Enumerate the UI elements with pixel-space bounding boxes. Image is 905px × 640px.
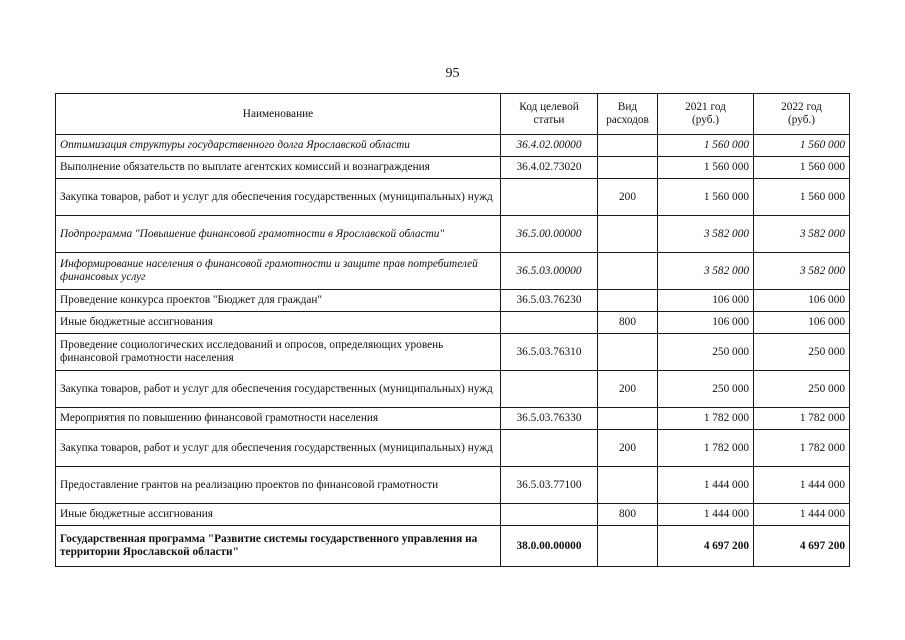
table-row	[56, 526, 850, 567]
row-code: 36.5.03.76230	[501, 290, 598, 312]
row-name: Закупка товаров, работ и услуг для обеспечения государственных (муниципальных) нужд	[56, 371, 501, 408]
row-vid	[598, 467, 658, 504]
row-name: Закупка товаров, работ и услуг для обеспечения государственных (муниципальных) нужд	[56, 430, 501, 467]
table-row	[56, 216, 850, 253]
row-vid	[598, 253, 658, 290]
table-row	[56, 430, 850, 467]
row-2021: 1 782 000	[658, 430, 754, 467]
row-2022: 250 000	[754, 371, 850, 408]
row-name: Государственная программа "Развитие системы государственного управления на территории Ярославской области"	[56, 526, 501, 567]
table-row	[56, 408, 850, 430]
row-vid	[598, 216, 658, 253]
row-code: 36.5.03.77100	[501, 467, 598, 504]
row-2021: 4 697 200	[658, 526, 754, 567]
row-vid: 200	[598, 179, 658, 216]
budget-table	[55, 93, 850, 567]
row-name: Мероприятия по повышению финансовой грамотности населения	[56, 408, 501, 430]
header-name: Наименование	[56, 94, 501, 135]
row-2021: 1 782 000	[658, 408, 754, 430]
row-2022: 4 697 200	[754, 526, 850, 567]
row-2021: 3 582 000	[658, 253, 754, 290]
row-2022: 1 444 000	[754, 504, 850, 526]
row-code: 36.5.03.00000	[501, 253, 598, 290]
row-2022: 1 560 000	[754, 135, 850, 157]
row-2022: 3 582 000	[754, 253, 850, 290]
row-code	[501, 179, 598, 216]
row-vid	[598, 290, 658, 312]
row-vid: 200	[598, 371, 658, 408]
row-2022: 1 560 000	[754, 179, 850, 216]
row-2022: 1 560 000	[754, 157, 850, 179]
header-2022: 2022 год (руб.)	[754, 94, 850, 135]
row-name: Иные бюджетные ассигнования	[56, 312, 501, 334]
row-code: 36.5.00.00000	[501, 216, 598, 253]
table-row	[56, 157, 850, 179]
row-vid: 800	[598, 504, 658, 526]
row-name: Выполнение обязательств по выплате агентских комиссий и вознаграждения	[56, 157, 501, 179]
table-row	[56, 179, 850, 216]
row-name: Иные бюджетные ассигнования	[56, 504, 501, 526]
row-vid	[598, 135, 658, 157]
row-name: Подпрограмма "Повышение финансовой грамотности в Ярославской области"	[56, 216, 501, 253]
row-vid: 200	[598, 430, 658, 467]
row-code	[501, 504, 598, 526]
table-row	[56, 504, 850, 526]
row-2021: 3 582 000	[658, 216, 754, 253]
row-code	[501, 312, 598, 334]
table-row	[56, 290, 850, 312]
row-code: 38.0.00.00000	[501, 526, 598, 567]
table-header-row	[56, 94, 850, 135]
row-2021: 1 560 000	[658, 179, 754, 216]
table-row	[56, 334, 850, 371]
row-code	[501, 371, 598, 408]
row-name: Информирование населения о финансовой грамотности и защите прав потребителей финансовых услуг	[56, 253, 501, 290]
row-2022: 1 782 000	[754, 408, 850, 430]
row-2022: 1 444 000	[754, 467, 850, 504]
row-vid	[598, 408, 658, 430]
header-vid: Вид расходов	[598, 94, 658, 135]
row-code: 36.5.03.76310	[501, 334, 598, 371]
table-row	[56, 312, 850, 334]
row-name: Проведение конкурса проектов "Бюджет для граждан"	[56, 290, 501, 312]
header-2021: 2021 год (руб.)	[658, 94, 754, 135]
row-2021: 250 000	[658, 371, 754, 408]
row-2021: 1 560 000	[658, 157, 754, 179]
row-2022: 106 000	[754, 312, 850, 334]
row-code	[501, 430, 598, 467]
row-2022: 3 582 000	[754, 216, 850, 253]
row-vid: 800	[598, 312, 658, 334]
row-2021: 106 000	[658, 312, 754, 334]
row-2021: 106 000	[658, 290, 754, 312]
row-2022: 1 782 000	[754, 430, 850, 467]
table-row	[56, 135, 850, 157]
row-2021: 250 000	[658, 334, 754, 371]
row-name: Проведение социологических исследований и опросов, определяющих уровень финансовой грамотности населения	[56, 334, 501, 371]
row-2022: 250 000	[754, 334, 850, 371]
page-number: 95	[445, 66, 460, 81]
row-code: 36.4.02.00000	[501, 135, 598, 157]
row-2022: 106 000	[754, 290, 850, 312]
row-name: Закупка товаров, работ и услуг для обеспечения государственных (муниципальных) нужд	[56, 179, 501, 216]
row-name: Предоставление грантов на реализацию проектов по финансовой грамотности	[56, 467, 501, 504]
header-code: Код целевой статьи	[501, 94, 598, 135]
table-row	[56, 467, 850, 504]
row-2021: 1 444 000	[658, 467, 754, 504]
table-row	[56, 253, 850, 290]
row-2021: 1 560 000	[658, 135, 754, 157]
row-2021: 1 444 000	[658, 504, 754, 526]
table-row	[56, 371, 850, 408]
row-name: Оптимизация структуры государственного долга Ярославской области	[56, 135, 501, 157]
row-vid	[598, 526, 658, 567]
row-vid	[598, 157, 658, 179]
row-code: 36.4.02.73020	[501, 157, 598, 179]
row-code: 36.5.03.76330	[501, 408, 598, 430]
row-vid	[598, 334, 658, 371]
